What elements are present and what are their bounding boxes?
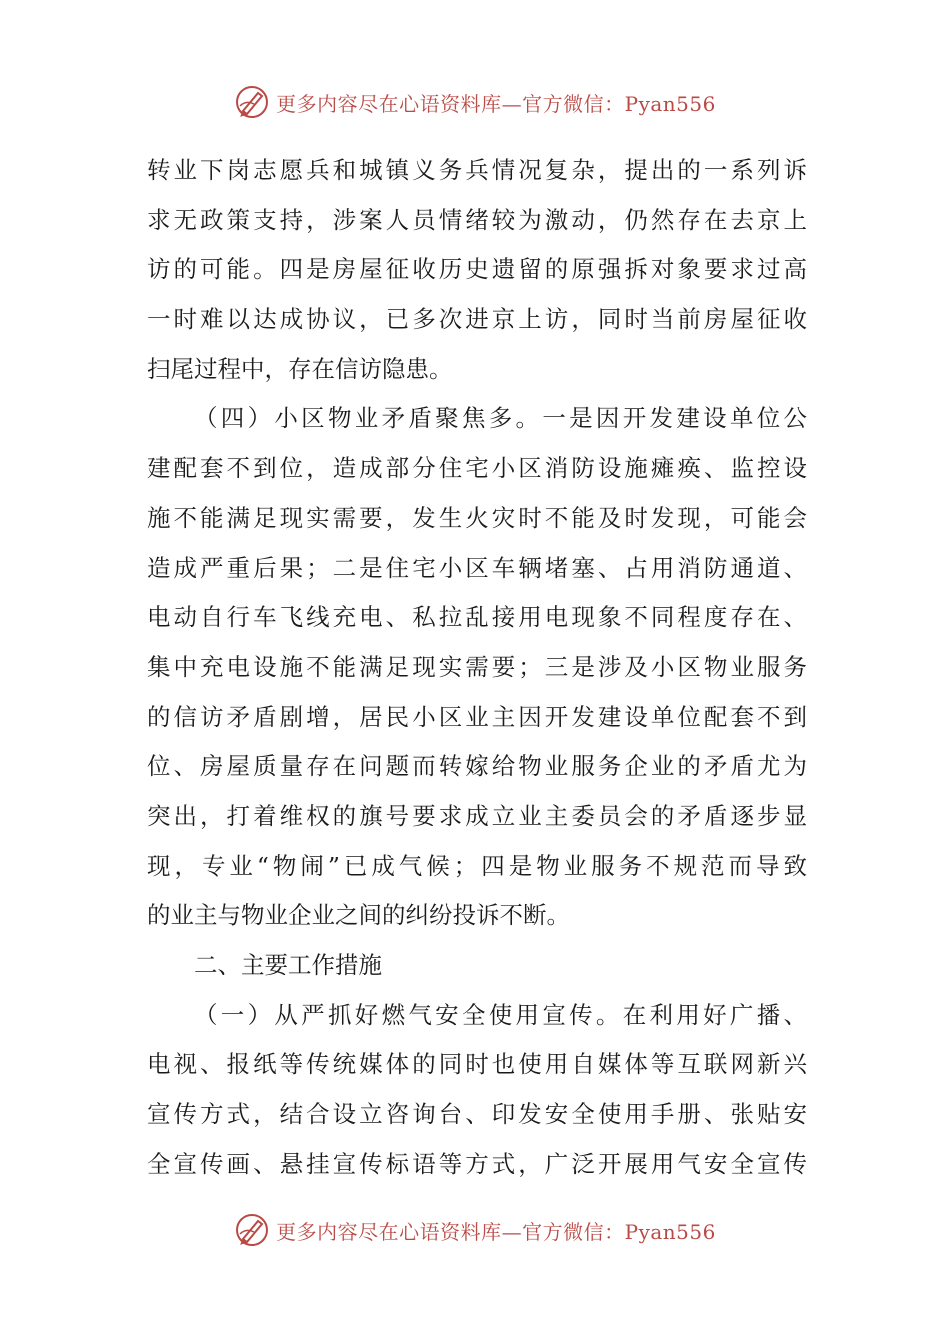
text-line: 的信访矛盾剧增，居民小区业主因开发建设单位配套不到 <box>147 702 807 731</box>
text-line: 集中充电设施不能满足现实需要；三是涉及小区物业服务 <box>147 652 807 681</box>
text-line: 电视、报纸等传统媒体的同时也使用自媒体等互联网新兴 <box>147 1050 807 1079</box>
body-text <box>147 146 807 1189</box>
text-line: 的业主与物业企业之间的纠纷投诉不断。 <box>147 901 570 930</box>
text-line: 位、房屋质量存在问题而转嫁给物业服务企业的矛盾尤为 <box>147 752 807 781</box>
text-line: 建配套不到位，造成部分住宅小区消防设施瘫痪、监控设 <box>147 454 807 483</box>
text-line: 一时难以达成协议，已多次进京上访，同时当前房屋征收 <box>147 305 807 334</box>
text-line: 宣传方式，结合设立咨询台、印发安全使用手册、张贴安 <box>147 1100 807 1129</box>
footer-banner-text: 更多内容尽在心语资料库—官方微信：Pyan556 <box>276 1219 716 1244</box>
text-line: 访的可能。四是房屋征收历史遗留的原强拆对象要求过高 <box>147 255 807 284</box>
text-line: 转业下岗志愿兵和城镇义务兵情况复杂，提出的一系列诉 <box>147 156 807 184</box>
header-banner[interactable] <box>0 82 950 122</box>
pen-logo-icon <box>234 1212 270 1248</box>
text-line: 造成严重后果；二是住宅小区车辆堵塞、占用消防通道、 <box>147 553 807 582</box>
text-line: （四）小区物业矛盾聚焦多。一是因开发建设单位公 <box>194 404 807 433</box>
text-line: 电动自行车飞线充电、私拉乱接用电现象不同程度存在、 <box>147 603 807 632</box>
footer-banner[interactable] <box>0 1210 950 1250</box>
text-line: 求无政策支持，涉案人员情绪较为激动，仍然存在去京上 <box>147 205 807 234</box>
section-heading: 二、主要工作措施 <box>194 951 382 979</box>
text-line: 突出，打着维权的旗号要求成立业主委员会的矛盾逐步显 <box>147 801 807 830</box>
text-line: 扫尾过程中，存在信访隐患。 <box>147 354 453 383</box>
text-line: 施不能满足现实需要，发生火灾时不能及时发现，可能会 <box>147 503 807 532</box>
text-line: （一）从严抓好燃气安全使用宣传。在利用好广播、 <box>194 1000 807 1029</box>
header-banner-text: 更多内容尽在心语资料库—官方微信：Pyan556 <box>276 91 716 116</box>
text-line: 全宣传画、悬挂宣传标语等方式，广泛开展用气安全宣传 <box>147 1149 807 1178</box>
text-line: 现，专业“物闹”已成气候；四是物业服务不规范而导致 <box>147 851 807 880</box>
pen-logo-icon <box>234 84 270 120</box>
